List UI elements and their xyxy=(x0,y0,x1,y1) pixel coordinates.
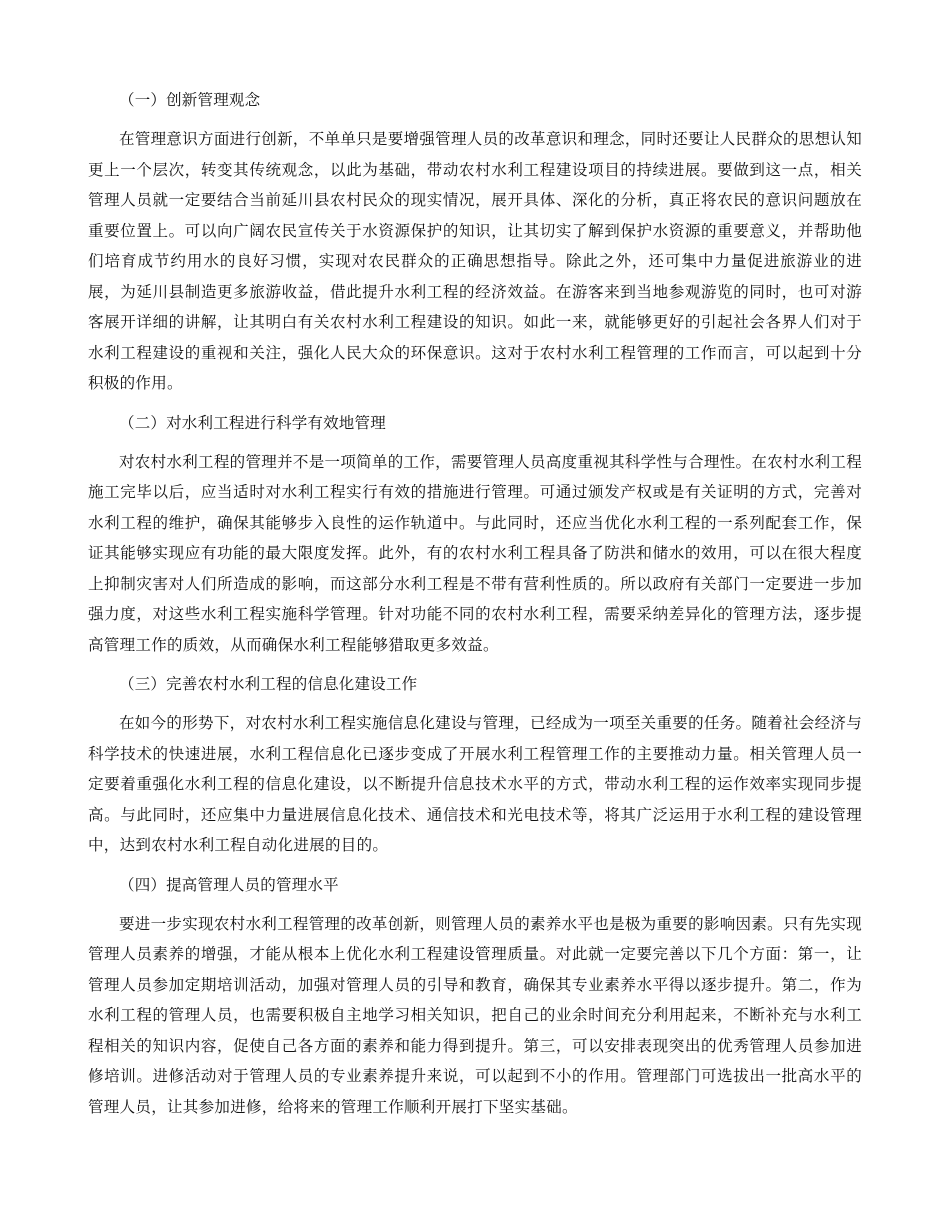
section-paragraph-4: 要进一步实现农村水利工程管理的改革创新，则管理人员的素养水平也是极为重要的影响因素。只有先实现管理人员素养的增强，才能从根本上优化水利工程建设管理质量。对此就一定要完善以下几个方面：第一，让管理人员参加定期培训活动，加强对管理人员的引导和教育，确保其专业素养水平得以逐步提升。第二，作为水利工程的管理人员，也需要积极自主地学习相关知识，把自己的业余时间充分利用起来，不断补充与水利工程相关的知识内容，促使自己各方面的素养和能力得到提升。第三，可以安排表现突出的优秀管理人员参加进修培训。进修活动对于管理人员的专业素养提升来说，可以起到不小的作用。管理部门可选拔出一批高水平的管理人员，让其参加进修，给将来的管理工作顺利开展打下坚实基础。 xyxy=(88,914,862,1116)
section-heading-2: （二）对水利工程进行科学有效地管理 xyxy=(119,413,386,432)
document-body xyxy=(88,84,862,1130)
section-heading-4: （四）提高管理人员的管理水平 xyxy=(119,875,339,894)
section-paragraph-3: 在如今的形势下，对农村水利工程实施信息化建设与管理，已经成为一项至关重要的任务。随着社会经济与科学技术的快速进展，水利工程信息化已逐步变成了开展水利工程管理工作的主要推动力量。相关管理人员一定要着重强化水利工程的信息化建设，以不断提升信息技术水平的方式，带动水利工程的运作效率实现同步提高。与此同时，还应集中力量进展信息化技术、通信技术和光电技术等，将其广泛运用于水利工程的建设管理中，达到农村水利工程自动化进展的目的。 xyxy=(88,714,862,854)
section-paragraph-1: 在管理意识方面进行创新，不单单只是要增强管理人员的改革意识和理念，同时还要让人民群众的思想认知更上一个层次，转变其传统观念，以此为基础，带动农村水利工程建设项目的持续进展。要做到这一点，相关管理人员就一定要结合当前延川县农村民众的现实情况，展开具体、深化的分析，真正将农民的意识问题放在重要位置上。可以向广阔农民宣传关于水资源保护的知识，让其切实了解到保护水资源的重要意义，并帮助他们培育成节约用水的良好习惯，实现对农民群众的正确思想指导。除此之外，还可集中力量促进旅游业的进展，为延川县制造更多旅游收益，借此提升水利工程的经济效益。在游客来到当地参观游览的同时，也可对游客展开详细的讲解，让其明白有关农村水利工程建设的知识。如此一来，就能够更好的引起社会各界人们对于水利工程建设的重视和关注，强化人民大众的环保意识。这对于农村水利工程管理的工作而言，可以起到十分积极的作用。 xyxy=(88,130,862,392)
section-paragraph-2: 对农村水利工程的管理并不是一项简单的工作，需要管理人员高度重视其科学性与合理性。在农村水利工程施工完毕以后，应当适时对水利工程实行有效的措施进行管理。可通过颁发产权或是有关证明的方式，完善对水利工程的维护，确保其能够步入良性的运作轨道中。与此同时，还应当优化水利工程的一系列配套工作，保证其能够实现应有功能的最大限度发挥。此外，有的农村水利工程具备了防洪和储水的效用，可以在很大程度上抑制灾害对人们所造成的影响，而这部分水利工程是不带有营利性质的。所以政府有关部门一定要进一步加强力度，对这些水利工程实施科学管理。针对功能不同的农村水利工程，需要采纳差异化的管理方法，逐步提高管理工作的质效，从而确保水利工程能够猎取更多效益。 xyxy=(88,452,862,654)
section-heading-3: （三）完善农村水利工程的信息化建设工作 xyxy=(119,675,418,693)
section-heading-1: （一）创新管理观念 xyxy=(119,91,261,109)
